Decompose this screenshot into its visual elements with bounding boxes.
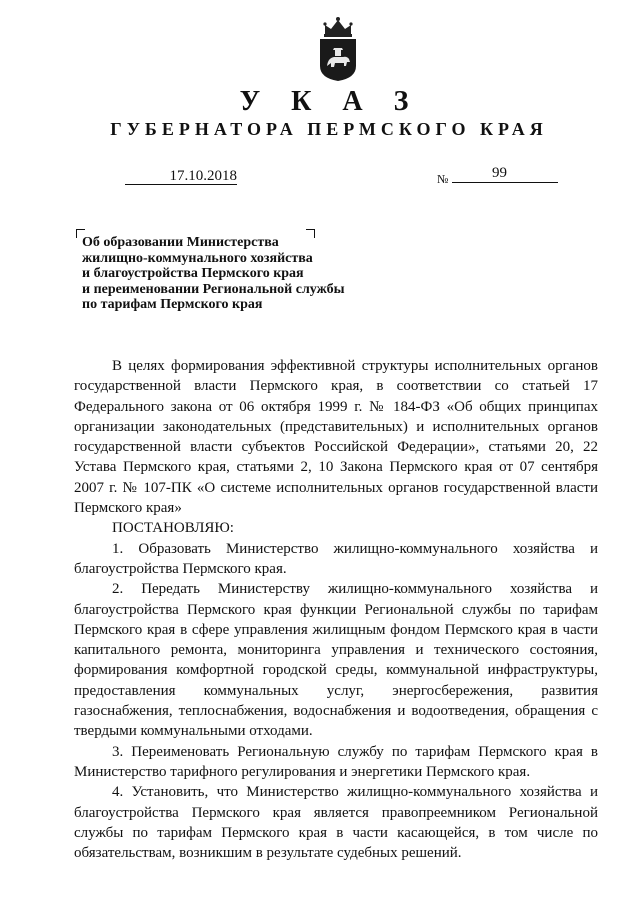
title-line: жилищно-коммунального хозяйства [82, 250, 313, 266]
document-body [74, 356, 598, 863]
document-title [82, 235, 382, 313]
coat-of-arms-icon [316, 14, 360, 82]
title-line: по тарифам Пермского края [82, 297, 263, 312]
document-date: 17.10.2018 [125, 168, 237, 185]
decree-word: ПОСТАНОВЛЯЮ: [112, 520, 234, 537]
item-paragraph: 1. Образовать Министерство жилищно-коммунального хозяйства и благоустройства Пермского края. [74, 540, 598, 577]
document-number: 99 [452, 164, 558, 183]
title-line: и переименовании Региональной службы [82, 281, 345, 297]
preamble-paragraph: В целях формирования эффективной структуры исполнительных органов государственной власти Пермского края, в соответствии со статьей 17 Федерального закона от 06 октября 1999 г. № 184-ФЗ «Об общих принципах организации законодательных (представительных) и исполнительных органов государственной власти субъектов Российской Федерации», статьями 20, 22 Устава Пермского края, статьями 2, 10 Закона Пермского края от 07 сентября 2007 г. № 107-ПК «О системе исполнительных органов государственной власти Пермского края» [74, 358, 598, 517]
title-line: Об образовании Министерства [82, 235, 279, 250]
item-paragraph: 3. Переименовать Региональную службу по тарифам Пермского края в Министерство тарифного регулирования и энергетики Пермского края. [74, 743, 598, 780]
item-paragraph: 2. Передать Министерству жилищно-коммунального хозяйства и благоустройства Пермского края функции Региональной службы по тарифам Пермского края в сфере управления жилищным фондом Пермского края в части капитального ремонта, мониторинга управления и технического состояния, формирования комфортной городской среды, коммунальной инфраструктуры, предоставления коммунальных услуг, энергосбережения, развития газоснабжения, теплоснабжения, водоснабжения и водоотведения, обращения с твердыми коммунальными отходами. [74, 581, 598, 740]
number-label: № [437, 172, 449, 186]
item-paragraph: 4. Установить, что Министерство жилищно-коммунального хозяйства и благоустройства Пермского края является правопреемником Региональной службы по тарифам Пермского края в части касающейся, в том числе по обязательствам, возникшим в результате судебных решений. [74, 784, 598, 862]
issuer-title: ГУБЕРНАТОРА ПЕРМСКОГО КРАЯ [110, 119, 548, 139]
title-line: и благоустройства Пермского края [82, 266, 304, 281]
document-type: У К А З [239, 86, 421, 117]
